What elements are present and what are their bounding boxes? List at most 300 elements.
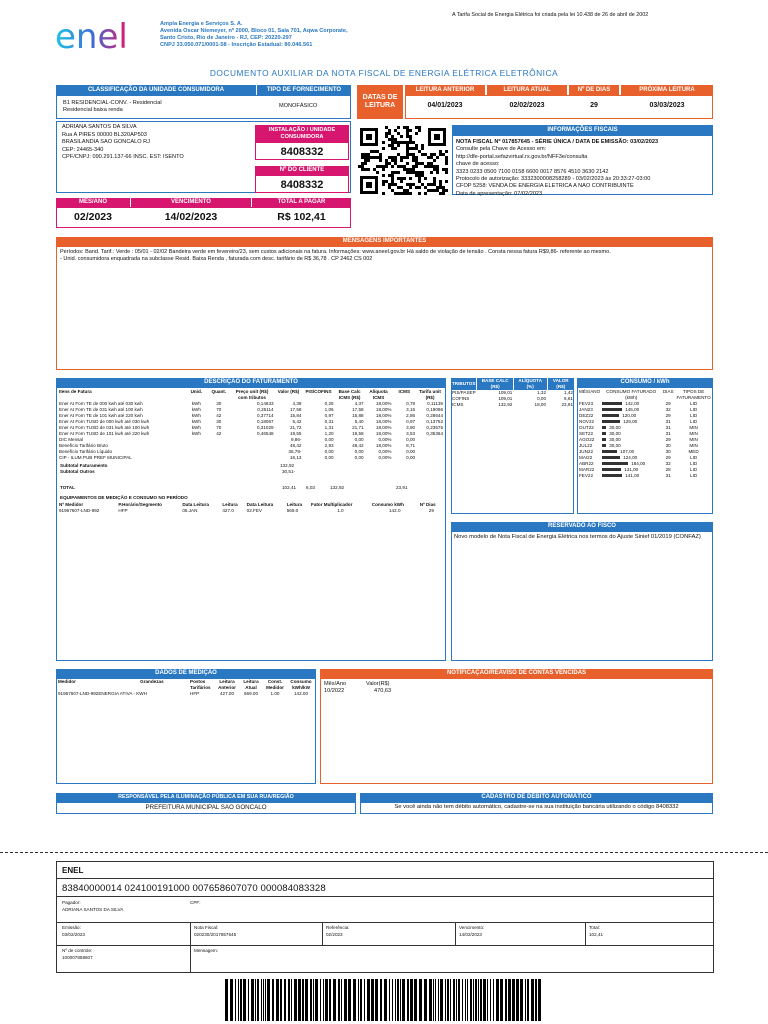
total-stub-value: 102,41 <box>589 932 604 937</box>
total-pagar-value: R$ 102,41 <box>277 211 326 223</box>
equip-col-data2: Data Leitura <box>246 502 274 507</box>
num-cliente-header: Nº DO CLIENTE <box>255 166 349 175</box>
tributo-cell: COFINS <box>452 395 470 401</box>
consumo-tipo: LID <box>690 406 698 412</box>
vencimento-value: 14/02/2023 <box>164 211 218 223</box>
proxima-leitura-header: PRÓXIMA LEITURA <box>621 85 713 95</box>
debito-header: CADASTRO DE DÉBITO AUTOMÁTICO <box>360 793 713 802</box>
fiscal-protocolo: Protocolo de autorização: 3332300008258289 - 03/02/2023 às 20:33:27-03:00 <box>456 175 651 182</box>
subtotal-faturamento-value: 132,92 <box>280 463 295 468</box>
cliente-cep: CEP: 24465-340 <box>62 146 104 153</box>
faturamento-cell: 3,90 <box>406 424 416 430</box>
tributos-table <box>451 378 574 408</box>
consumo-bar <box>602 450 617 453</box>
faturamento-cell: 0,97 <box>324 412 334 418</box>
iluminacao-value: PREFEITURA MUNICIPAL SAO GONCALO <box>145 804 267 811</box>
notif-mes: 10/2022 <box>324 688 345 694</box>
faturamento-cell: 0,00 <box>406 454 416 460</box>
fat-col-itens: Itens de Fatura <box>59 389 92 394</box>
cliente-name: ADRIANA SANTOS DA SILVA <box>62 124 137 130</box>
consumo-tipo: MIN <box>689 436 698 442</box>
classificacao-box <box>56 95 351 119</box>
faturamento-cell: 0,28644 <box>426 412 443 418</box>
faturamento-cell: kWh <box>191 406 201 412</box>
consumo-tipo: LID <box>690 466 698 472</box>
faturamento-cell: kWh <box>191 412 201 418</box>
tributo-cell: ICMS <box>452 401 464 407</box>
tributo-cell: 1,32 <box>537 390 547 395</box>
consumo-bar <box>602 420 620 423</box>
consumo-dias: 29 <box>665 454 671 460</box>
fiscal-url-link[interactable]: http://dfe-portal.sefazvirtual.rs.gov.br/NFF3e/consulta <box>456 153 588 160</box>
faturamento-cell: 18,00% <box>375 442 392 448</box>
consumo-valor: 30,00 <box>609 436 621 442</box>
equip-consumo: 142.0 <box>389 507 401 513</box>
consumo-mes: MAR22 <box>579 466 595 472</box>
leitura-atual-header: LEITURA ATUAL <box>487 85 567 95</box>
faturamento-cell: kWh <box>191 430 201 436</box>
equipamentos-title: EQUIPAMENTOS DE MEDIÇÃO E CONSUMO NO PERÍODO <box>60 495 188 500</box>
med-postos: HFP <box>190 690 200 696</box>
faturamento-cell: 17,58 <box>352 406 364 412</box>
fat-col-base: Base Calc ICMS (R$) <box>338 389 361 400</box>
faturamento-cell: kWh <box>191 424 201 430</box>
faturamento-cell: Benefício Tarifário Bruto <box>59 442 108 448</box>
faturamento-cell: 30 <box>216 418 222 424</box>
consumo-table <box>578 389 712 479</box>
cliente-address-1: Rua A PIRES 00000 BL320AP503 <box>62 131 147 138</box>
debito-value: Se você ainda não tem débito automático, cadastre-se na sua instituição bancária utilizando o código 8408332 <box>394 804 679 810</box>
total-icms: 23,91 <box>396 485 408 490</box>
faturamento-cell: 0,00 <box>324 448 334 454</box>
faturamento-cell: 0,25114 <box>257 406 274 412</box>
iluminacao-header: RESPONSÁVEL PELA ILUMINAÇÃO PÚBLICA EM SUA RUA/REGIÃO <box>56 793 356 802</box>
med-col-grandezas: Grandezas <box>140 679 164 684</box>
faturamento-cell: 0,00 <box>354 436 364 442</box>
consumo-mes: JUL22 <box>579 442 593 448</box>
consumo-valor: 30,00 <box>609 430 621 436</box>
tributo-cell: 109,01 <box>498 390 513 395</box>
faturamento-cell: 0,00% <box>378 454 392 460</box>
tributo-cell: 132,92 <box>498 401 513 407</box>
faturamento-cell <box>208 455 229 461</box>
total-label: TOTAL <box>60 485 75 490</box>
fiscal-nf-line: NOTA FISCAL Nº 017857645 - SÉRIE ÚNICA / DATA DE EMISSÃO: 03/02/2023 <box>456 139 659 145</box>
consumo-valor: 142,00 <box>625 400 640 406</box>
consumo-header: CONSUMO / kWh <box>577 378 713 387</box>
equip-col-consumo: Consumo kWh <box>371 502 404 507</box>
consumo-bar <box>602 468 621 471</box>
fat-col-unid: Unid. <box>190 389 203 394</box>
consumo-valor: 145,00 <box>625 406 640 412</box>
tributo-cell: 18,00 <box>534 401 547 407</box>
consumo-mes: SET22 <box>579 430 594 436</box>
faturamento-cell: Ener At Forn TE de 101 kwh até 220 kwh <box>59 412 143 418</box>
total-pagar-header: TOTAL A PAGAR <box>252 198 351 207</box>
fiscal-chave-label: chave de acesso: <box>456 161 500 168</box>
consumo-mes: MAI22 <box>579 454 593 460</box>
consumo-valor: 30,00 <box>609 442 621 448</box>
consumo-tipo: MIN <box>689 424 698 430</box>
fat-col-aliq: Alíquota ICMS <box>369 389 388 400</box>
trib-col-tributos: TRIBUTOS <box>451 378 477 390</box>
faturamento-cell: 48,42 <box>352 442 364 448</box>
reservado-header: RESERVADO AO FISCO <box>451 522 713 531</box>
company-cnpj: CNPJ 33.050.071/0001-58 - Inscrição Estadual: 80.046.561 <box>160 41 313 48</box>
company-address-2: Santo Cristo, Rio de Janeiro - RJ, CEP: 20220-297 <box>160 34 292 41</box>
total-pis: 6,03 <box>306 485 315 490</box>
faturamento-cell: 19,55 <box>289 430 302 436</box>
cons-col-mes: MÊS/ANO <box>579 389 601 394</box>
faturamento-cell: Ener At Forn TUSD de 101 kwh até 220 kwh <box>59 430 150 436</box>
consumo-mes: AGO22 <box>579 436 595 442</box>
leitura-anterior-header: LEITURA ANTERIOR <box>405 85 485 95</box>
subtotal-outros-label: Subtotal Outros <box>60 469 95 474</box>
consumo-bar-cell <box>601 473 661 479</box>
faturamento-cell: 0,31 <box>324 418 334 424</box>
consumo-bar <box>602 402 622 405</box>
faturamento-cell: 0,31029 <box>256 424 274 430</box>
faturamento-cell: 0,00 <box>324 436 334 442</box>
equip-col-leitura2: Leitura <box>286 502 303 507</box>
referencia-label: Referência: <box>326 925 350 930</box>
controle-value: 100007858607 <box>62 955 93 960</box>
consumo-dias: 28 <box>665 466 671 472</box>
document-title: DOCUMENTO AUXILIAR DA NOTA FISCAL DE ENERGIA ELÉTRICA ELETRÔNICA <box>209 68 559 78</box>
fiscal-chave-value: 3323 0233 0500 7100 0158 6600 0017 8576 4510 3630 2142 <box>456 168 609 175</box>
info-fiscais-header: INFORMAÇÕES FISCAIS <box>452 125 713 135</box>
subtotal-faturamento-label: Subtotal Faturamento <box>60 463 108 468</box>
equip-fator: 1.0 <box>337 507 344 513</box>
med-medidor-grandeza: 91967607-LND-992ENERGIA ATIVA - KWH <box>58 690 147 696</box>
faturamento-cell: 3,53 <box>406 430 416 436</box>
tributo-row <box>451 402 574 408</box>
faturamento-cell: 18,00% <box>375 412 392 418</box>
equip-dias: 29 <box>428 507 434 513</box>
fiscal-data-apresentacao: Data de apresentação: 07/02/2023 <box>456 190 543 197</box>
consumo-tipo: MIN <box>689 442 698 448</box>
faturamento-cell: 0,13752 <box>426 418 443 424</box>
faturamento-cell: Ener At Forn TE de 000 kwh até 030 kwh <box>59 400 143 406</box>
equip-leitura2: 569.0 <box>286 507 299 513</box>
consumo-valor: 30,00 <box>609 424 621 430</box>
tributo-cell: 1,42 <box>564 390 573 395</box>
cpf-label: CPF: <box>190 900 201 905</box>
instalacao-value: 8408332 <box>280 146 324 158</box>
subtotal-outros-value: 30,51- <box>282 469 296 474</box>
consumo-tipo: LID <box>690 454 698 460</box>
faturamento-cell: 18,00% <box>375 430 392 436</box>
tributo-cell: 109,01 <box>498 395 513 401</box>
consumo-dias: 30 <box>665 448 671 454</box>
faturamento-cell: 15,84 <box>289 412 302 418</box>
vencimento-header: VENCIMENTO <box>131 198 251 207</box>
consumo-mes: JUN22 <box>579 448 594 454</box>
faturamento-cell: 0,00% <box>378 448 392 454</box>
faturamento-cell: 21,71 <box>352 424 364 430</box>
consumo-bar <box>602 426 606 429</box>
consumo-bar <box>602 462 628 465</box>
faturamento-cell <box>416 455 444 461</box>
equip-data1: 05.JAN <box>182 507 198 513</box>
med-col-consumo: Consumo kWh/kW <box>290 679 312 690</box>
consumo-bar <box>602 438 606 441</box>
consumo-tipo: MED <box>688 448 699 454</box>
faturamento-cell: 5,42 <box>292 418 302 424</box>
consumo-dias: 32 <box>665 460 671 466</box>
consumo-mes: FEV22 <box>579 472 594 478</box>
consumo-bar <box>602 408 622 411</box>
faturamento-cell: Ener At Forn TUSD de 031 kwh até 100 kwh <box>59 424 150 430</box>
consumo-tipo: LID <box>690 418 698 424</box>
consumo-bar <box>602 414 619 417</box>
fat-col-preco: Preço unit (R$) com tributos <box>235 389 269 400</box>
med-consumo: 142.00 <box>293 690 309 696</box>
faturamento-cell: 0,00 <box>406 436 416 442</box>
mensagem-label: Mensagem: <box>194 948 219 953</box>
cons-col-tipos: TIPOS DE FATURAMENTO <box>676 389 711 400</box>
num-cliente-value: 8408332 <box>280 179 324 191</box>
faturamento-cell: DIC Mensal <box>59 436 83 442</box>
consumo-bar <box>602 432 606 435</box>
faturamento-cell: 42 <box>216 430 222 436</box>
tributo-cell: 23,91 <box>561 401 573 407</box>
tributo-cell: 6,61 <box>564 395 573 401</box>
consumo-dias: 32 <box>665 406 671 412</box>
trib-col-aliq: ALÍQUOTA (%) <box>513 378 547 390</box>
faturamento-cell: 0,00 <box>354 454 364 460</box>
equip-col-data1: Data Leitura <box>182 502 209 507</box>
faturamento-cell: 15,88 <box>352 412 364 418</box>
faturamento-cell: 0,19096 <box>426 406 443 412</box>
equip-horario: HFP <box>118 507 128 513</box>
faturamento-cell: 18,00% <box>375 400 392 406</box>
medicao-header: DADOS DE MEDIÇÃO <box>56 669 316 678</box>
pagador-label: Pagador: <box>62 900 81 905</box>
equip-row <box>58 508 444 514</box>
faturamento-cell: 18,00% <box>375 418 392 424</box>
company-name: Ampla Energia e Serviços S. A. <box>160 21 243 27</box>
num-dias-header: Nº DE DIAS <box>569 85 619 95</box>
equip-col-leitura1: Leitura <box>222 502 238 507</box>
faturamento-header: DESCRIÇÃO DO FATURAMENTO <box>56 378 446 387</box>
faturamento-cell: 70 <box>216 424 222 430</box>
fiscal-consulta-line: Consulte pela Chave de Acesso em: <box>456 146 547 153</box>
equip-medidor: 91967607-LND-992 <box>59 507 100 513</box>
trib-col-base: BASE CALC (R$) <box>477 378 513 390</box>
faturamento-cell: 2,86 <box>406 412 416 418</box>
fat-col-valor: Valor (R$) <box>277 389 300 394</box>
faturamento-cell: 30 <box>216 400 222 406</box>
faturamento-cell: 21,72 <box>289 424 302 430</box>
faturamento-cell: 3,16 <box>406 406 416 412</box>
tipo-fornecimento-header: TIPO DE FORNECIMENTO <box>257 85 351 95</box>
consumo-tipo: LID <box>690 472 698 478</box>
faturamento-cell: kWh <box>191 418 201 424</box>
reservado-box <box>451 531 713 661</box>
fat-col-tarifa: Tarifa unit (R$) <box>419 389 441 400</box>
faturamento-cell: 0,11139 <box>427 400 443 406</box>
classificacao-line-1: B1 RESIDENCIAL-CONV. - Residencial <box>63 100 162 106</box>
stub-company: ENEL <box>62 866 84 875</box>
faturamento-cell: 8,71 <box>406 442 416 448</box>
equip-col-dias: Nº Dias <box>419 502 436 507</box>
faturamento-cell: 2,93 <box>324 442 334 448</box>
mensagem-line-1: Períodos: Band. Tarif.: Verde : 05/01 - 02/02 Bandeira verde em fevereiro/23, sem custos adicionais na fatura. Informações: www.aneel.gov.br Há saldo de violação de tensão . Consta nessa fatura R$9,86- referente ao mesmo. <box>60 249 611 255</box>
consumo-bar <box>602 456 620 459</box>
faturamento-row <box>58 455 444 461</box>
cons-col-dias: DIAS <box>662 389 674 394</box>
faturamento-cell: 0,46548 <box>256 430 274 436</box>
mes-ano-header: MÊS/ANO <box>56 198 130 207</box>
cut-line <box>0 852 768 853</box>
notif-col-valor: Valor(R$) <box>366 681 390 687</box>
instalacao-header: INSTALAÇÃO / UNIDADE CONSUMIDORA <box>255 125 349 142</box>
datas-leitura-label: DATAS DE LEITURA <box>357 85 403 119</box>
faturamento-table <box>58 389 444 461</box>
faturamento-cell: 36,78- <box>288 448 302 454</box>
emissao-value: 03/02/2023 <box>62 932 85 937</box>
consumo-valor: 124,00 <box>623 454 638 460</box>
cliente-cpf: CPF/CNPJ: 090.291.137-66 INSC. EST: ISENTO <box>62 154 184 161</box>
nf-label: Nota Fiscal: <box>194 925 219 930</box>
classificacao-line-2: Residencial baixa renda <box>63 106 123 113</box>
total-base: 132,92 <box>330 485 345 490</box>
faturamento-cell: 48,42 <box>289 442 302 448</box>
equip-data2: 02.FEV <box>246 507 262 513</box>
emissao-label: Emissão: <box>62 925 81 930</box>
faturamento-cell: 18,00% <box>375 424 392 430</box>
qr-code <box>358 126 448 196</box>
med-atual: 569.00 <box>243 690 259 696</box>
vencimento-stub-value: 14/02/2023 <box>459 932 482 937</box>
med-col-const: Const. Medidor <box>266 679 284 690</box>
faturamento-cell: 0,00% <box>378 436 392 442</box>
consumo-dias: 31 <box>665 418 671 424</box>
pagador-value: ADRIANA SANTOS DA SILVA <box>62 907 124 912</box>
faturamento-cell: 5,40 <box>354 418 364 424</box>
notificacao-header: NOTIFICAÇÃO/REAVISO DE CONTAS VENCIDAS <box>320 669 713 678</box>
consumo-bar <box>602 444 606 447</box>
faturamento-cell: kWh <box>191 400 201 406</box>
faturamento-cell: Benefício Tarifário Líquido <box>59 448 113 454</box>
cliente-address-2: BRASILANDIA SAO GONCALO RJ <box>62 139 150 146</box>
linha-digitavel: 83840000014 024100191000 007658607070 000084083328 <box>62 883 326 894</box>
proxima-leitura-value: 03/03/2023 <box>649 102 685 109</box>
med-col-atual: Leitura Atual <box>243 679 259 690</box>
referencia-value: 02/2023 <box>326 932 343 937</box>
faturamento-cell: 42 <box>216 412 222 418</box>
nf-value: 020230/2017857645 <box>194 932 237 937</box>
equip-leitura1: 427.0 <box>222 507 234 513</box>
tributo-cell: PIS/PASEP <box>452 390 476 395</box>
consumo-mes: NOV22 <box>579 418 595 424</box>
faturamento-cell: 1,31 <box>324 424 334 430</box>
consumo-row <box>578 473 712 479</box>
fat-col-quant: Quant. <box>211 389 227 394</box>
consumo-valor: 107,00 <box>620 448 635 454</box>
med-col-anterior: Leitura Anterior <box>218 679 236 690</box>
leitura-atual-value: 02/02/2023 <box>509 102 545 109</box>
total-stub-label: Total: <box>589 925 600 930</box>
fat-col-pis: PIS/COFINS <box>305 389 332 394</box>
fiscal-cfop: CFOP 5258: VENDA DE ENERGIA ELETRICA A NAO CONTRIBUINTE <box>456 183 634 190</box>
consumo-dias: 31 <box>665 424 671 430</box>
vencimento-label: Vencimento: <box>459 925 485 930</box>
faturamento-cell: 18,00% <box>375 406 392 412</box>
faturamento-cell: 0,23575 <box>426 424 443 430</box>
consumo-bar <box>602 474 622 477</box>
consumo-dias: 30 <box>665 442 671 448</box>
consumo-mes: OUT22 <box>579 424 594 430</box>
faturamento-cell: 0,35364 <box>426 430 443 436</box>
medicao-table <box>57 679 315 697</box>
med-const: 1.00 <box>270 690 280 696</box>
trib-col-valor: VALOR (R$) <box>547 378 574 390</box>
faturamento-cell: 0,18067 <box>256 418 274 424</box>
consumo-valor: 184,00 <box>631 460 646 466</box>
consumo-tipo: LID <box>690 412 698 418</box>
faturamento-cell: 1,20 <box>324 430 334 436</box>
faturamento-cell: 9,86- <box>290 436 302 442</box>
consumo-dias: 29 <box>665 400 671 406</box>
consumo-tipo: LID <box>690 400 698 406</box>
faturamento-cell: 0,37714 <box>256 412 274 418</box>
tipo-fornecimento-value: MONOFÁSICO <box>279 103 318 109</box>
faturamento-cell: 70 <box>216 406 222 412</box>
faturamento-cell: 4,37 <box>354 400 364 406</box>
consumo-mes: ABR22 <box>579 460 594 466</box>
consumo-valor: 129,00 <box>623 418 638 424</box>
cons-col-consumo: CONSUMO FATURADO (kWh) <box>606 389 657 400</box>
consumo-tipo: MIN <box>689 430 698 436</box>
total-valor: 102,41 <box>282 485 297 490</box>
fat-col-icms: ICMS <box>398 389 411 394</box>
faturamento-cell <box>185 455 209 461</box>
consumo-tipo: LID <box>690 460 698 466</box>
faturamento-cell: CIP - ILUM PUB PREF MUNICIPAL <box>59 454 132 460</box>
faturamento-cell: 0,00 <box>406 448 416 454</box>
equip-col-fator: Fator Multiplicador <box>311 502 353 507</box>
consumo-mes: JAN23 <box>579 406 593 412</box>
mes-ano-value: 02/2023 <box>74 211 112 223</box>
faturamento-cell: 0,25 <box>324 400 334 406</box>
med-col-medidor: Medidor <box>58 679 76 684</box>
faturamento-cell: Ener At Forn TUSD de 000 kwh até 030 kwh <box>59 418 150 424</box>
faturamento-cell: 0,00 <box>354 448 364 454</box>
consumo-dias: 29 <box>665 412 671 418</box>
faturamento-cell: 19,58 <box>352 430 364 436</box>
payment-barcode <box>225 979 545 1021</box>
company-address-1: Avenida Oscar Niemeyer, nº 2000, Bloco 01, Sala 701, Aqwa Corporate, <box>160 27 348 34</box>
enel-logo <box>55 18 145 52</box>
med-anterior: 427.00 <box>219 690 235 696</box>
faturamento-cell: 4,39 <box>292 400 302 406</box>
mensagens-header: MENSAGENS IMPORTANTES <box>56 237 713 246</box>
faturamento-cell: 17,58 <box>289 406 302 412</box>
mensagens-box <box>56 246 713 370</box>
logo-text: enel <box>55 18 128 52</box>
med-col-postos: Postos Tarifários <box>190 679 211 690</box>
num-dias-value: 29 <box>590 102 598 109</box>
equip-col-horario: P.Horário/Segmento <box>118 502 162 507</box>
equip-col-medidor: Nº Medidor <box>59 502 84 507</box>
reservado-text: Novo modelo de Nota Fiscal de Energia Elétrica nos termos do Ajuste Sinief 01/2019 (CONFAZ) <box>454 534 701 540</box>
medicao-row <box>57 691 315 697</box>
faturamento-cell: 1,06 <box>324 406 334 412</box>
controle-label: Nº de controle: <box>62 948 93 953</box>
consumo-dias: 29 <box>665 436 671 442</box>
